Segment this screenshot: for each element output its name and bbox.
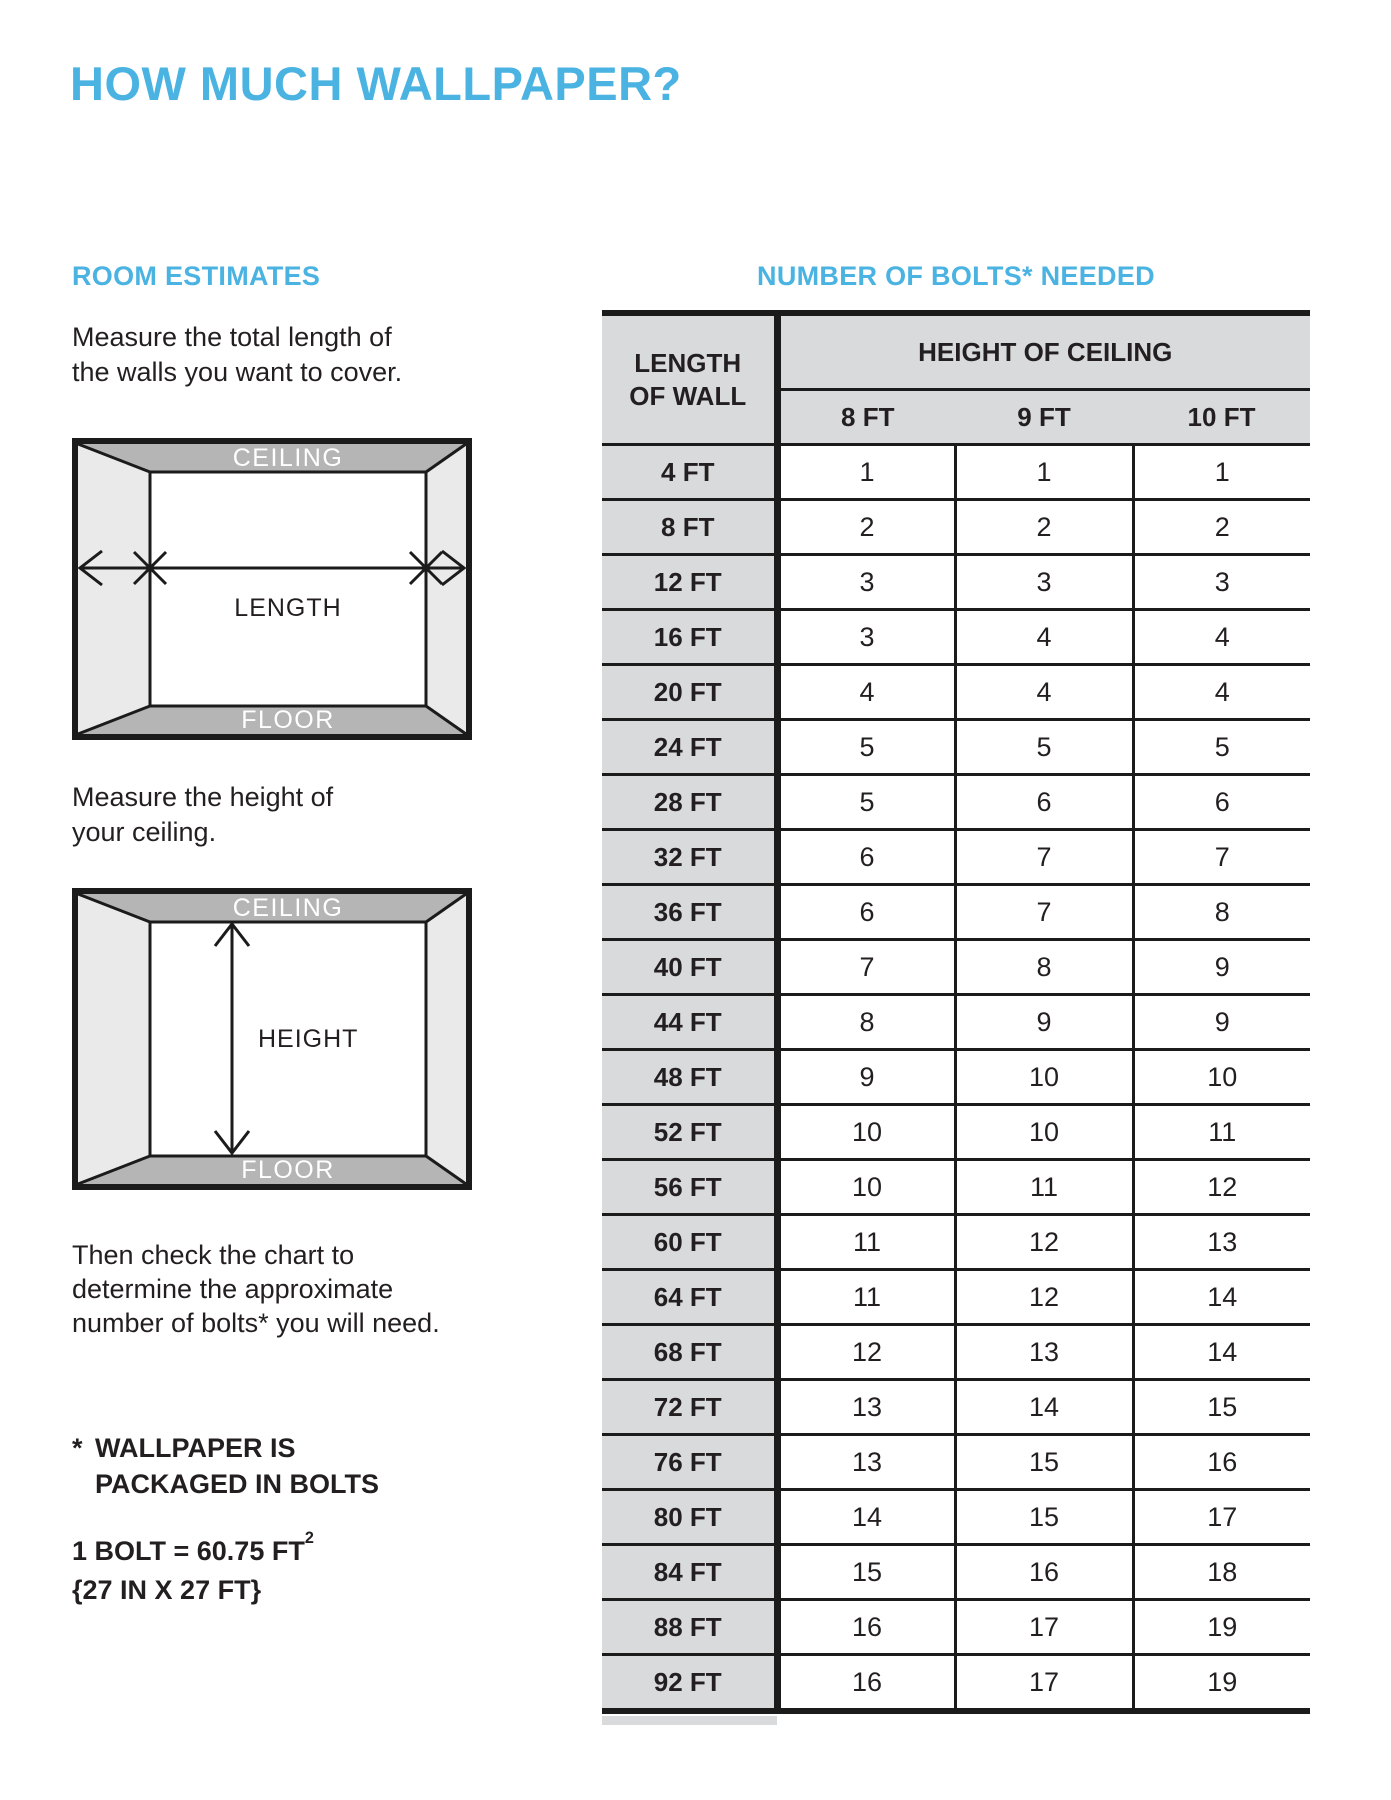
row-header-length: 48 FT [602, 1050, 777, 1105]
bolt-count-cell: 15 [955, 1490, 1133, 1545]
row-header-length: 68 FT [602, 1325, 777, 1380]
header-9ft: 9 FT [955, 390, 1133, 445]
bolt-count-cell: 7 [1133, 830, 1310, 885]
bolt-count-cell: 17 [1133, 1490, 1310, 1545]
asterisk: * [72, 1433, 83, 1463]
row-header-length: 84 FT [602, 1545, 777, 1600]
footnote-wallpaper-bolts [72, 1430, 379, 1502]
ceiling-label: CEILING [232, 894, 344, 922]
bolt-count-cell: 7 [955, 885, 1133, 940]
bolt-count-cell: 6 [777, 830, 955, 885]
bolt-count-cell: 10 [777, 1105, 955, 1160]
table-row [602, 775, 1310, 830]
instruction-line: Then check the chart to [72, 1240, 355, 1270]
bolt-count-cell: 16 [777, 1655, 955, 1712]
floor-label: FLOOR [241, 706, 335, 734]
bolt-count-cell: 2 [1133, 500, 1310, 555]
bolt-count-cell: 2 [955, 500, 1133, 555]
bolt-count-cell: 2 [777, 500, 955, 555]
bolt-count-cell: 6 [955, 775, 1133, 830]
table-row [602, 1655, 1310, 1712]
table-row [602, 885, 1310, 940]
left-wall-surface [78, 894, 150, 1184]
row-header-length: 64 FT [602, 1270, 777, 1325]
bolt-count-cell: 11 [777, 1270, 955, 1325]
table-row [602, 830, 1310, 885]
bolt-table [602, 310, 1310, 1714]
bolt-count-cell: 13 [777, 1380, 955, 1435]
bolt-count-cell: 14 [1133, 1270, 1310, 1325]
section-heading-room-estimates: ROOM ESTIMATES [72, 261, 321, 291]
bolt-equivalence [72, 1526, 314, 1610]
bolt-count-cell: 13 [777, 1435, 955, 1490]
length-label: LENGTH [234, 594, 342, 622]
bolt-count-cell: 5 [955, 720, 1133, 775]
bolt-count-cell: 12 [777, 1325, 955, 1380]
row-header-length: 72 FT [602, 1380, 777, 1435]
bolt-count-cell: 16 [1133, 1435, 1310, 1490]
bolt-count-cell: 1 [1133, 445, 1310, 500]
row-header-length: 40 FT [602, 940, 777, 995]
table-row [602, 1215, 1310, 1270]
bolt-count-cell: 13 [1133, 1215, 1310, 1270]
bolt-count-cell: 1 [777, 445, 955, 500]
instruction-line: the walls you want to cover. [72, 357, 403, 387]
bolt-count-cell: 18 [1133, 1545, 1310, 1600]
bolt-equivalence-line2: {27 IN X 27 FT} [72, 1575, 262, 1605]
row-header-length: 24 FT [602, 720, 777, 775]
bolt-count-cell: 19 [1133, 1655, 1310, 1712]
bolt-count-cell: 7 [777, 940, 955, 995]
table-row [602, 1600, 1310, 1655]
room-height-diagram [72, 888, 472, 1190]
table-row [602, 1325, 1310, 1380]
bolt-count-cell: 19 [1133, 1600, 1310, 1655]
table-row [602, 1050, 1310, 1105]
table-row [602, 500, 1310, 555]
bolt-count-cell: 8 [955, 940, 1133, 995]
bolt-count-cell: 4 [955, 665, 1133, 720]
table-row [602, 555, 1310, 610]
bolt-count-cell: 3 [1133, 555, 1310, 610]
bolt-table-body [602, 445, 1310, 1712]
row-header-length: 8 FT [602, 500, 777, 555]
bolt-count-cell: 9 [955, 995, 1133, 1050]
bolt-count-cell: 5 [1133, 720, 1310, 775]
table-row [602, 610, 1310, 665]
bolt-count-cell: 9 [1133, 940, 1310, 995]
table-header-row-1 [602, 313, 1310, 390]
bolt-count-cell: 15 [777, 1545, 955, 1600]
table-row [602, 1270, 1310, 1325]
bolt-count-cell: 11 [955, 1160, 1133, 1215]
header-height-of-ceiling: HEIGHT OF CEILING [777, 313, 1310, 390]
header-10ft: 10 FT [1133, 390, 1310, 445]
left-wall-surface [78, 444, 150, 734]
bolt-equivalence-line1 [72, 1526, 314, 1571]
room-length-diagram [72, 438, 472, 740]
row-header-length: 88 FT [602, 1600, 777, 1655]
row-header-length: 92 FT [602, 1655, 777, 1712]
bolt-count-cell: 16 [777, 1600, 955, 1655]
table-row [602, 720, 1310, 775]
bolt-count-cell: 3 [955, 555, 1133, 610]
bolt-count-cell: 4 [777, 665, 955, 720]
bolt-count-cell: 4 [1133, 665, 1310, 720]
header-length-line: LENGTH [634, 347, 742, 378]
bolt-count-cell: 3 [777, 555, 955, 610]
bolt-count-cell: 9 [777, 1050, 955, 1105]
instruction-line: Measure the height of [72, 782, 334, 812]
table-row [602, 1380, 1310, 1435]
bolt-count-cell: 17 [955, 1655, 1133, 1712]
footnote-line: WALLPAPER IS [95, 1433, 296, 1463]
table-row [602, 665, 1310, 720]
length-column-shadow [602, 1716, 777, 1725]
bolt-count-cell: 15 [1133, 1380, 1310, 1435]
row-header-length: 36 FT [602, 885, 777, 940]
bolt-count-cell: 8 [1133, 885, 1310, 940]
bolt-count-cell: 10 [955, 1105, 1133, 1160]
row-header-length: 16 FT [602, 610, 777, 665]
bolt-count-cell: 11 [1133, 1105, 1310, 1160]
bolt-count-cell: 14 [777, 1490, 955, 1545]
superscript-2: 2 [304, 1528, 314, 1547]
bolt-count-cell: 4 [955, 610, 1133, 665]
header-8ft: 8 FT [777, 390, 955, 445]
table-row [602, 1105, 1310, 1160]
row-header-length: 60 FT [602, 1215, 777, 1270]
instruction-measure-length [72, 320, 402, 390]
table-row [602, 1160, 1310, 1215]
table-row [602, 995, 1310, 1050]
height-label: HEIGHT [258, 1025, 359, 1053]
table-row [602, 1490, 1310, 1545]
bolt-formula-text: 1 BOLT = 60.75 FT [72, 1536, 305, 1566]
bolt-count-cell: 14 [1133, 1325, 1310, 1380]
bolt-count-cell: 10 [955, 1050, 1133, 1105]
bolt-count-cell: 10 [777, 1160, 955, 1215]
bolt-count-cell: 1 [955, 445, 1133, 500]
floor-label: FLOOR [241, 1156, 335, 1184]
bolt-count-cell: 9 [1133, 995, 1310, 1050]
page-title: HOW MUCH WALLPAPER? [70, 57, 682, 110]
row-header-length: 28 FT [602, 775, 777, 830]
section-heading-bolts-needed: NUMBER OF BOLTS* NEEDED [757, 261, 1155, 291]
row-header-length: 12 FT [602, 555, 777, 610]
table-row [602, 1545, 1310, 1600]
row-header-length: 44 FT [602, 995, 777, 1050]
row-header-length: 32 FT [602, 830, 777, 885]
table-row [602, 1435, 1310, 1490]
row-header-length: 76 FT [602, 1435, 777, 1490]
instruction-line: determine the approximate [72, 1274, 394, 1304]
instruction-line: number of bolts* you will need. [72, 1308, 440, 1338]
bolt-count-cell: 6 [777, 885, 955, 940]
bolt-count-cell: 12 [955, 1270, 1133, 1325]
bolt-count-cell: 16 [955, 1545, 1133, 1600]
bolt-count-cell: 3 [777, 610, 955, 665]
instruction-line: Measure the total length of [72, 322, 392, 352]
row-header-length: 20 FT [602, 665, 777, 720]
bolt-count-cell: 5 [777, 720, 955, 775]
instruction-check-chart [72, 1238, 440, 1340]
footnote-line: PACKAGED IN BOLTS [95, 1469, 380, 1499]
ceiling-label: CEILING [232, 444, 344, 472]
bolt-count-cell: 7 [955, 830, 1133, 885]
bolt-count-cell: 10 [1133, 1050, 1310, 1105]
bolt-count-cell: 15 [955, 1435, 1133, 1490]
right-wall-surface [426, 894, 466, 1184]
bolt-count-cell: 17 [955, 1600, 1133, 1655]
right-wall-surface [426, 444, 466, 734]
instruction-line: your ceiling. [72, 817, 217, 847]
header-length-of-wall [602, 313, 777, 445]
bolt-count-cell: 5 [777, 775, 955, 830]
bolt-count-cell: 12 [1133, 1160, 1310, 1215]
bolt-count-cell: 8 [777, 995, 955, 1050]
bolt-count-cell: 4 [1133, 610, 1310, 665]
row-header-length: 56 FT [602, 1160, 777, 1215]
bolt-count-cell: 12 [955, 1215, 1133, 1270]
instruction-measure-height [72, 780, 333, 850]
row-header-length: 80 FT [602, 1490, 777, 1545]
table-row [602, 445, 1310, 500]
bolt-count-cell: 13 [955, 1325, 1133, 1380]
row-header-length: 52 FT [602, 1105, 777, 1160]
bolt-count-cell: 6 [1133, 775, 1310, 830]
header-length-line: OF WALL [629, 380, 747, 411]
table-row [602, 940, 1310, 995]
row-header-length: 4 FT [602, 445, 777, 500]
back-wall-surface [150, 472, 426, 706]
bolt-count-cell: 14 [955, 1380, 1133, 1435]
bolt-count-cell: 11 [777, 1215, 955, 1270]
